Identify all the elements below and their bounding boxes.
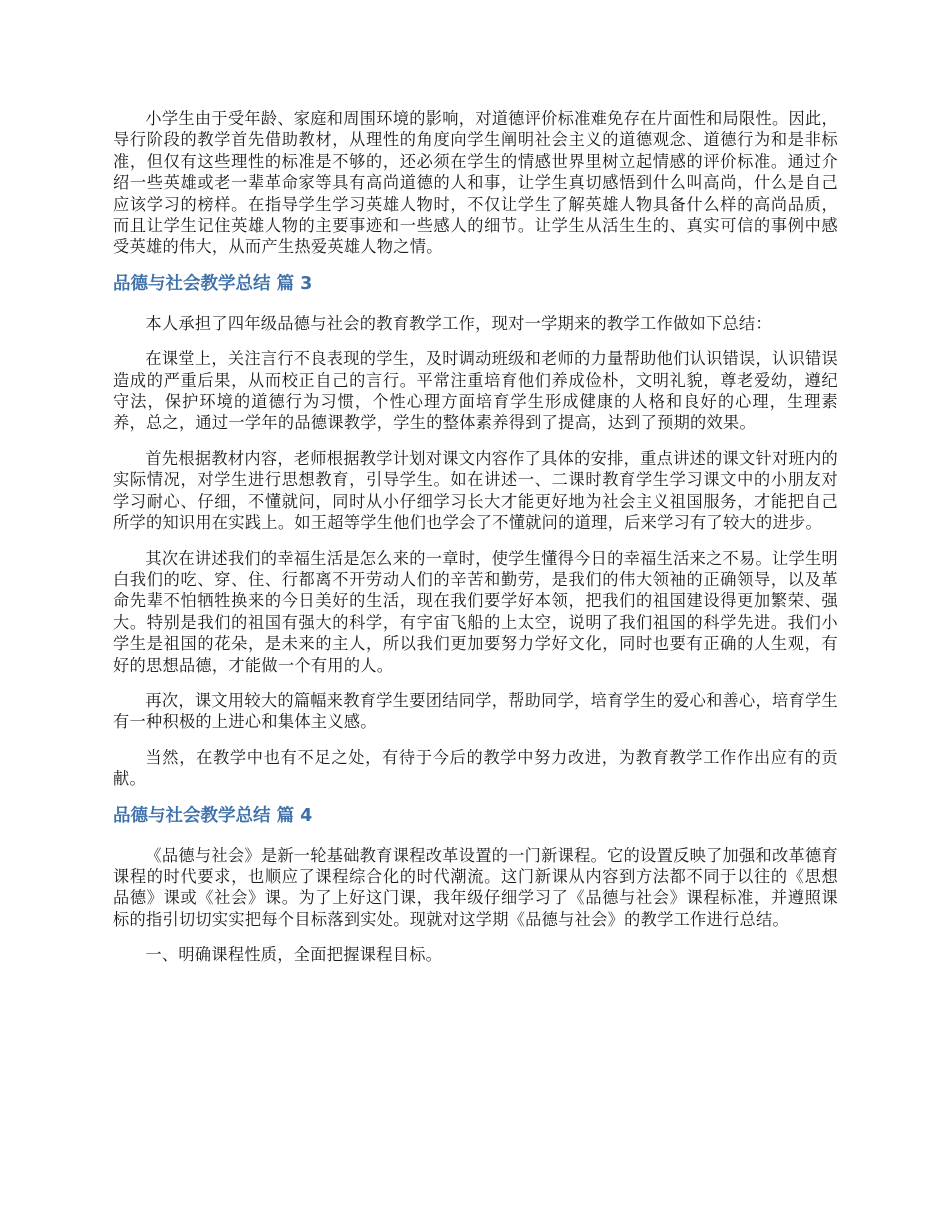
section-heading: 品德与社会教学总结 篇 4 — [113, 805, 313, 826]
paragraph: 《品德与社会》是新一轮基础教育课程改革设置的一门新课程。它的设置反映了加强和改革德育课程的时代要求，也顺应了课程综合化的时代潮流。这门新课从内容到方法都不同于以往的《思想品德》课或《社会》课。为了上好这门课，我年级仔细学习了《品德与社会》课程标准，并遵照课标的指引切切实实把每个目标落到实处。现就对这学期《品德与社会》的教学工作进行总结。 — [113, 845, 838, 929]
paragraph: 首先根据教材内容，老师根据教学计划对课文内容作了具体的安排，重点讲述的课文针对班内的实际情况，对学生进行思想教育，引导学生。如在讲述一、二课时教育学生学习课文中的小朋友对学习耐心、仔细，不懂就问，同时从小仔细学习长大才能更好地为社会主义祖国服务，才能把自己所学的知识用在实践上。如王超等学生他们也学会了不懂就问的道理，后来学习有了较大的进步。 — [113, 448, 838, 533]
paragraph: 一、明确课程性质，全面把握课程目标。 — [145, 945, 443, 965]
paragraph: 小学生由于受年龄、家庭和周围环境的影响，对道德评价标准难免存在片面性和局限性。因此，导行阶段的教学首先借助教材，从理性的角度向学生阐明社会主义的道德观念、道德行为和是非标准，但仅有这些理性的标准是不够的，还必须在学生的情感世界里树立起情感的评价标准。通过介绍一些英雄或老一辈革命家等具有高尚道德的人和事，让学生真切感悟到什么叫高尚，什么是自己应该学习的榜样。在指导学生学习英雄人物时，不仅让学生了解英雄人物具备什么样的高尚品质，而且让学生记住英雄人物的主要事迹和一些感人的细节。让学生从活生生的、真实可信的事例中感受英雄的伟大，从而产生热爱英雄人物之情。 — [113, 109, 838, 257]
paragraph: 本人承担了四年级品德与社会的教育教学工作，现对一学期来的教学工作做如下总结： — [145, 313, 772, 333]
section-heading: 品德与社会教学总结 篇 3 — [113, 273, 313, 294]
paragraph: 在课堂上，关注言行不良表现的学生，及时调动班级和老师的力量帮助他们认识错误，认识错误造成的严重后果，从而校正自己的言行。平常注重培育他们养成俭朴，文明礼貌，尊老爱幼，遵纪守法，保护环境的道德行为习惯，个性心理方面培育学生形成健康的人格和良好的心理，生理素养，总之，通过一学年的品德课教学，学生的整体素养得到了提高，达到了预期的效果。 — [113, 349, 838, 433]
paragraph: 当然，在教学中也有不足之处，有待于今后的教学中努力改进，为教育教学工作作出应有的贡献。 — [113, 747, 838, 789]
paragraph: 其次在讲述我们的幸福生活是怎么来的一章时，使学生懂得今日的幸福生活来之不易。让学生明白我们的吃、穿、住、行都离不开劳动人们的辛苦和勤劳，是我们的伟大领袖的正确领导，以及革命先辈不怕牺牲换来的今日美好的生活，现在我们要学好本领，把我们的祖国建设得更加繁荣、强大。特别是我们的祖国有强大的科学，有宇宙飞船的上太空，说明了我们祖国的科学先进。我们小学生是祖国的花朵，是未来的主人，所以我们更加要努力学好文化，同时也要有正确的人生观，有好的思想品德，才能做一个有用的人。 — [113, 548, 838, 675]
document-page — [113, 108, 838, 980]
paragraph: 再次，课文用较大的篇幅来教育学生要团结同学，帮助同学，培育学生的爱心和善心，培育学生有一种积极的上进心和集体主义感。 — [113, 690, 838, 732]
